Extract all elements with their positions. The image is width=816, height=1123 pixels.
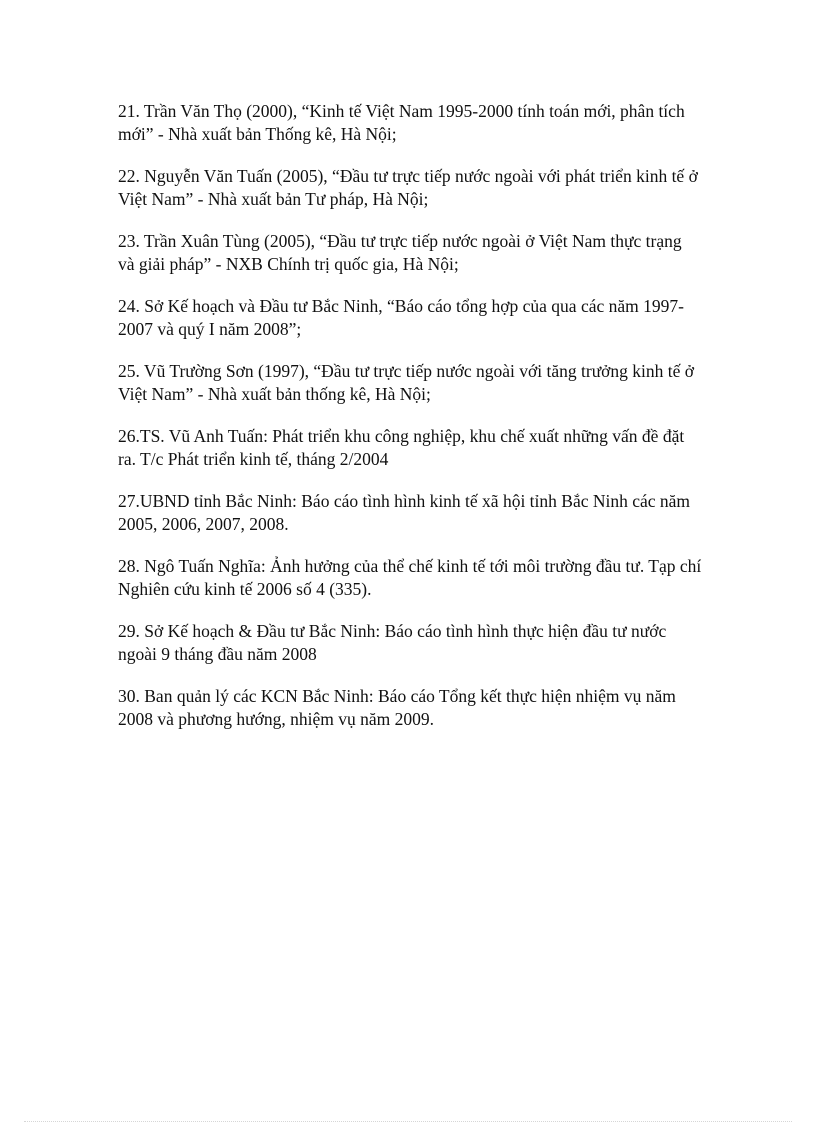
reference-item: 29. Sở Kế hoạch & Đầu tư Bắc Ninh: Báo cáo tình hình thực hiện đầu tư nước ngoài 9 tháng đầu năm 2008 [118,621,667,664]
reference-item: 21. Trần Văn Thọ (2000), “Kinh tế Việt Nam 1995-2000 tính toán mới, phân tích mới” - Nhà xuất bản Thống kê, Hà Nội; [118,101,685,144]
reference-item: 22. Nguyễn Văn Tuấn (2005), “Đầu tư trực tiếp nước ngoài với phát triển kinh tế ở Việt Nam” - Nhà xuất bản Tư pháp, Hà Nội; [118,166,698,209]
reference-item: 24. Sở Kế hoạch và Đầu tư Bắc Ninh, “Báo cáo tổng hợp của qua các năm 1997-2007 và quý I năm 2008”; [118,296,684,339]
page-bottom-rule [24,1121,792,1122]
reference-item: 26.TS. Vũ Anh Tuấn: Phát triển khu công nghiệp, khu chế xuất những vấn đề đặt ra. T/c Phát triển kinh tế, tháng 2/2004 [118,426,685,469]
reference-item: 23. Trần Xuân Tùng (2005), “Đầu tư trực tiếp nước ngoài ở Việt Nam thực trạng và giải pháp” - NXB Chính trị quốc gia, Hà Nội; [118,231,682,274]
reference-item: 27.UBND tỉnh Bắc Ninh: Báo cáo tình hình kinh tế xã hội tỉnh Bắc Ninh các năm 2005, 2006, 2007, 2008. [118,491,691,534]
reference-list [118,100,702,750]
reference-item: 30. Ban quản lý các KCN Bắc Ninh: Báo cáo Tổng kết thực hiện nhiệm vụ năm 2008 và phương hướng, nhiệm vụ năm 2009. [118,686,676,729]
reference-item: 28. Ngô Tuấn Nghĩa: Ảnh hưởng của thể chế kinh tế tới môi trường đầu tư. Tạp chí Nghiên cứu kinh tế 2006 số 4 (335). [118,556,702,599]
reference-item: 25. Vũ Trường Sơn (1997), “Đầu tư trực tiếp nước ngoài với tăng trưởng kinh tế ở Việt Nam” - Nhà xuất bản thống kê, Hà Nội; [118,361,695,404]
